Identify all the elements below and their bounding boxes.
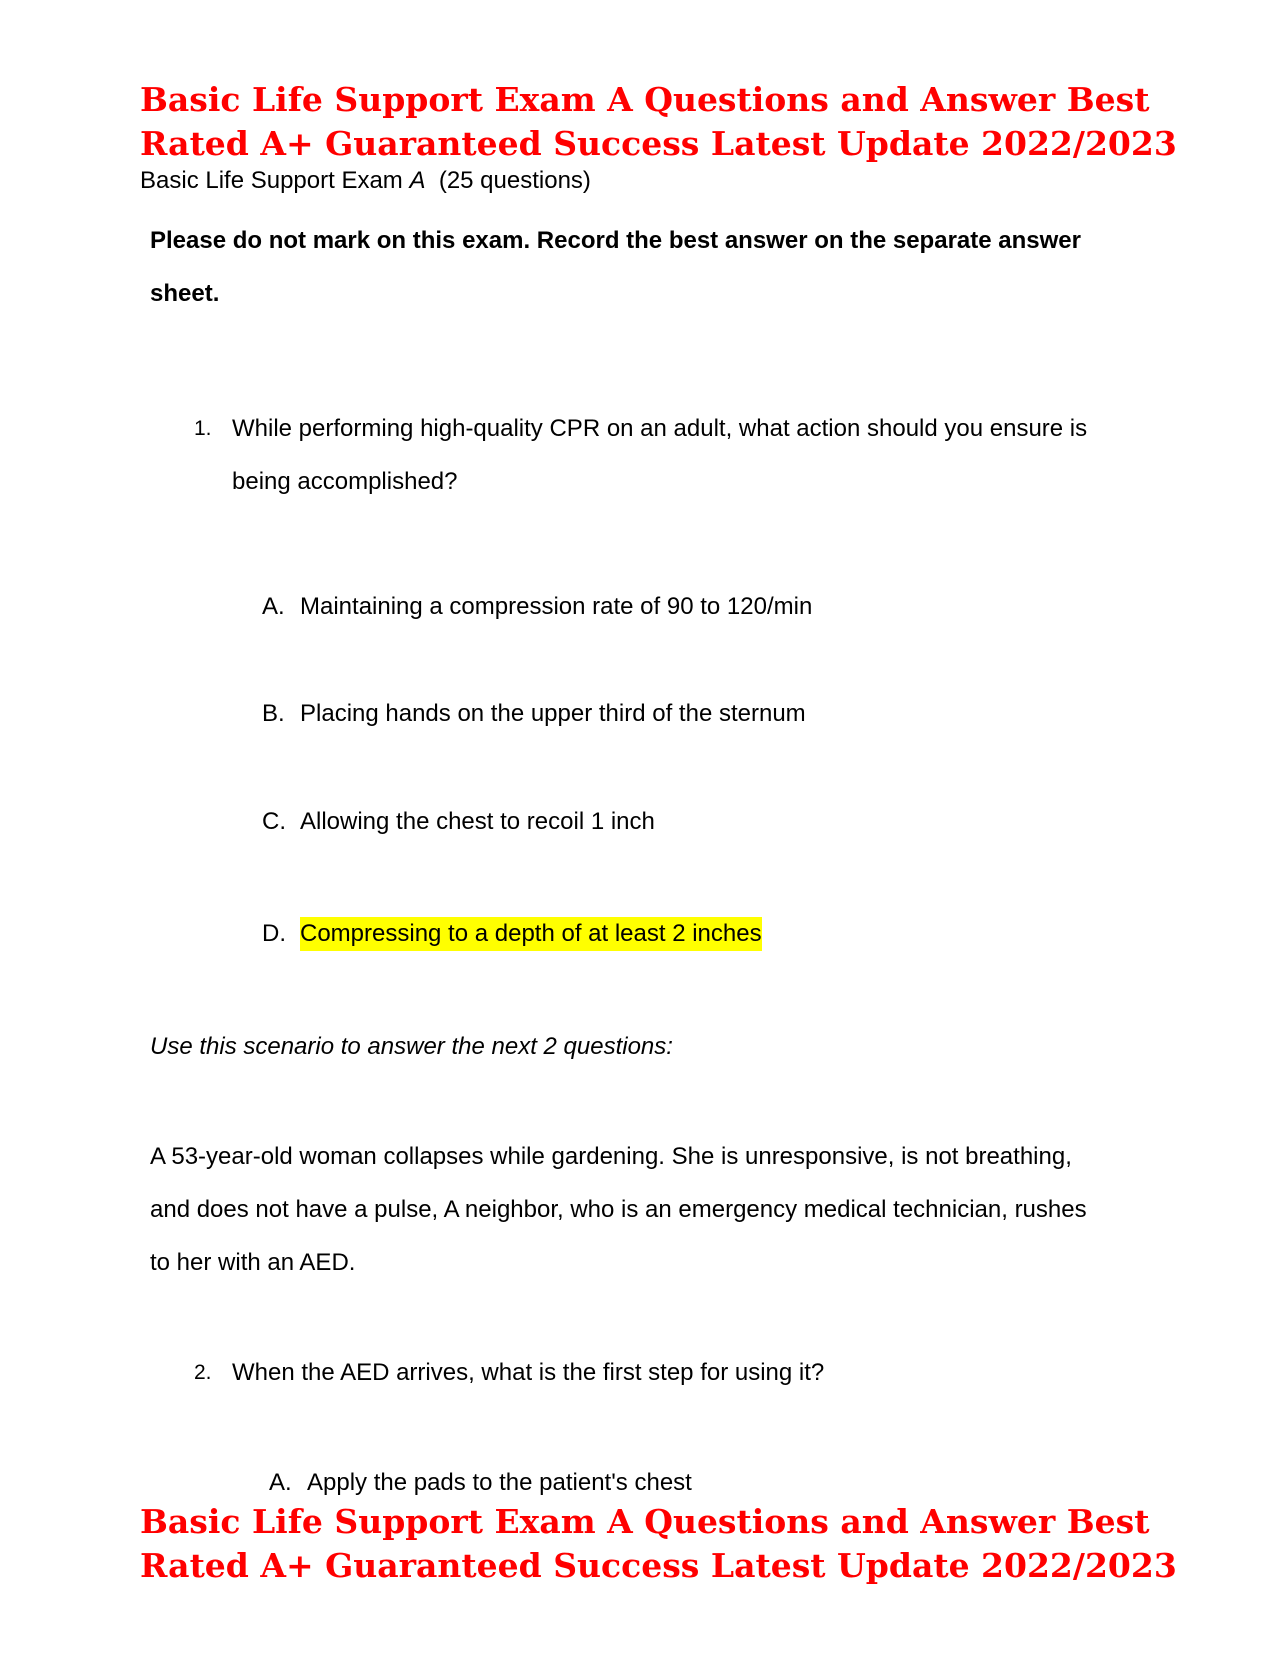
exam-instructions: Please do not mark on this exam. Record the best answer on the separate answer sheet. [150, 227, 1081, 307]
option-letter: C. [262, 808, 286, 835]
option-text: Placing hands on the upper third of the sternum [300, 700, 806, 727]
question-number: 1. [194, 417, 212, 440]
footer-line-1: Basic Life Support Exam A Questions and Answer Best [140, 1502, 1150, 1541]
question-1-option-c [262, 805, 655, 839]
option-letter: A. [262, 593, 285, 620]
subtitle-exam-letter: A [409, 167, 426, 194]
question-1 [194, 402, 1134, 508]
question-2 [194, 1346, 1134, 1399]
question-2-option-a [269, 1466, 692, 1500]
page-title [140, 78, 1200, 166]
question-1-option-d [262, 917, 762, 951]
question-text: While performing high-quality CPR on an adult, what action should you ensure is being accomplished? [232, 415, 1088, 495]
footer-line-2: Rated A+ Guaranteed Success Latest Update 2022/2023 [140, 1546, 1177, 1585]
option-letter: D. [262, 920, 286, 947]
scenario-text: A 53-year-old woman collapses while gardening. She is unresponsive, is not breathing, and does not have a pulse, A neighbor, who is an emergency medical technician, rushes to her with an AED. [150, 1143, 1087, 1276]
option-letter: A. [269, 1469, 292, 1496]
question-1-option-b [262, 697, 806, 731]
option-text: Allowing the chest to recoil 1 inch [300, 808, 655, 835]
question-text: When the AED arrives, what is the first step for using it? [232, 1359, 825, 1386]
subtitle-suffix: (25 questions) [425, 167, 591, 194]
title-line-2: Rated A+ Guaranteed Success Latest Update 2022/2023 [140, 124, 1177, 163]
option-text-highlighted-answer: Compressing to a depth of at least 2 inches [300, 917, 762, 951]
question-1-option-a [262, 590, 812, 624]
page-footer-title [140, 1500, 1200, 1588]
option-text: Apply the pads to the patient's chest [307, 1469, 692, 1496]
exam-subtitle [140, 164, 591, 198]
scenario-intro: Use this scenario to answer the next 2 questions: [150, 1033, 673, 1060]
subtitle-prefix: Basic Life Support Exam [140, 167, 410, 194]
question-number: 2. [194, 1361, 212, 1384]
option-letter: B. [262, 700, 285, 727]
title-line-1: Basic Life Support Exam A Questions and Answer Best [140, 80, 1150, 119]
option-text: Maintaining a compression rate of 90 to 120/min [300, 593, 813, 620]
